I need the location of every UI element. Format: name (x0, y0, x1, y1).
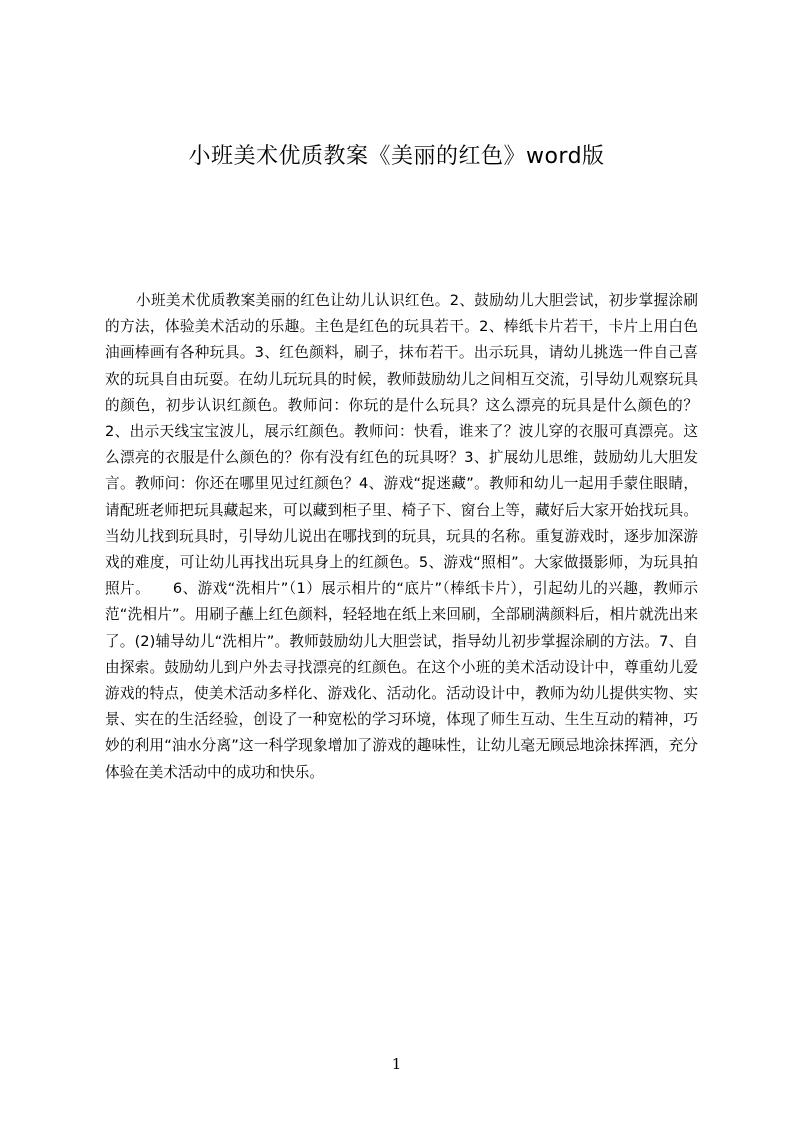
document-title: 小班美术优质教案《美丽的红色》word版 (188, 144, 605, 169)
body-paragraph: 小班美术优质教案美丽的红色让幼儿认识红色。2、鼓励幼儿大胆尝试，初步掌握涂刷的方法，体验美术活动的乐趣。主色是红色的玩具若干。2、棒纸卡片若干，卡片上用白色油画棒画有各种玩具。3、红色颜料，刷子，抹布若干。出示玩具，请幼儿挑选一件自己喜欢的玩具自由玩耍。在幼儿玩玩具的时候，教师鼓励幼儿之间相互交流，引导幼儿观察玩具的颜色，初步认识红颜色。教师问：你玩的是什么玩具？这么漂亮的玩具是什么颜色的？2、出示天线宝宝波儿，展示红颜色。教师问：快看，谁来了？波儿穿的衣服可真漂亮。这么漂亮的衣服是什么颜色的？你有没有红色的玩具呀？3、扩展幼儿思维，鼓励幼儿大胆发言。教师问：你还在哪里见过红颜色？4、游戏“捉迷藏”。教师和幼儿一起用手蒙住眼睛，请配班老师把玩具藏起来，可以藏到柜子里、椅子下、窗台上等，藏好后大家开始找玩具。当幼儿找到玩具时，引导幼儿说出在哪找到的玩具，玩具的名称。重复游戏时，逐步加深游戏的难度，可让幼儿再找出玩具身上的红颜色。5、游戏“照相”。大家做摄影师，为玩具拍照片。 6、游戏“洗相片”（1）展示相片的“底片”（棒纸卡片），引起幼儿的兴趣，教师示范“洗相片”。用刷子蘸上红色颜料，轻轻地在纸上来回刷，全部刷满颜料后，相片就洗出来了。(2)辅导幼儿“洗相片”。教师鼓励幼儿大胆尝试，指导幼儿初步掌握涂刷的方法。7、自由探索。鼓励幼儿到户外去寻找漂亮的红颜色。在这个小班的美术活动设计中，尊重幼儿爱游戏的特点，使美术活动多样化、游戏化、活动化。活动设计中，教师为幼儿提供实物、实景、实在的生活经验，创设了一种宽松的学习环境，体现了师生互动、生生互动的精神，巧妙的利用“油水分离”这一科学现象增加了游戏的趣味性，让幼儿毫无顾忌地涂抹挥洒，充分体验在美术活动中的成功和快乐。 (105, 292, 698, 781)
page-number: 1 (391, 1055, 402, 1073)
